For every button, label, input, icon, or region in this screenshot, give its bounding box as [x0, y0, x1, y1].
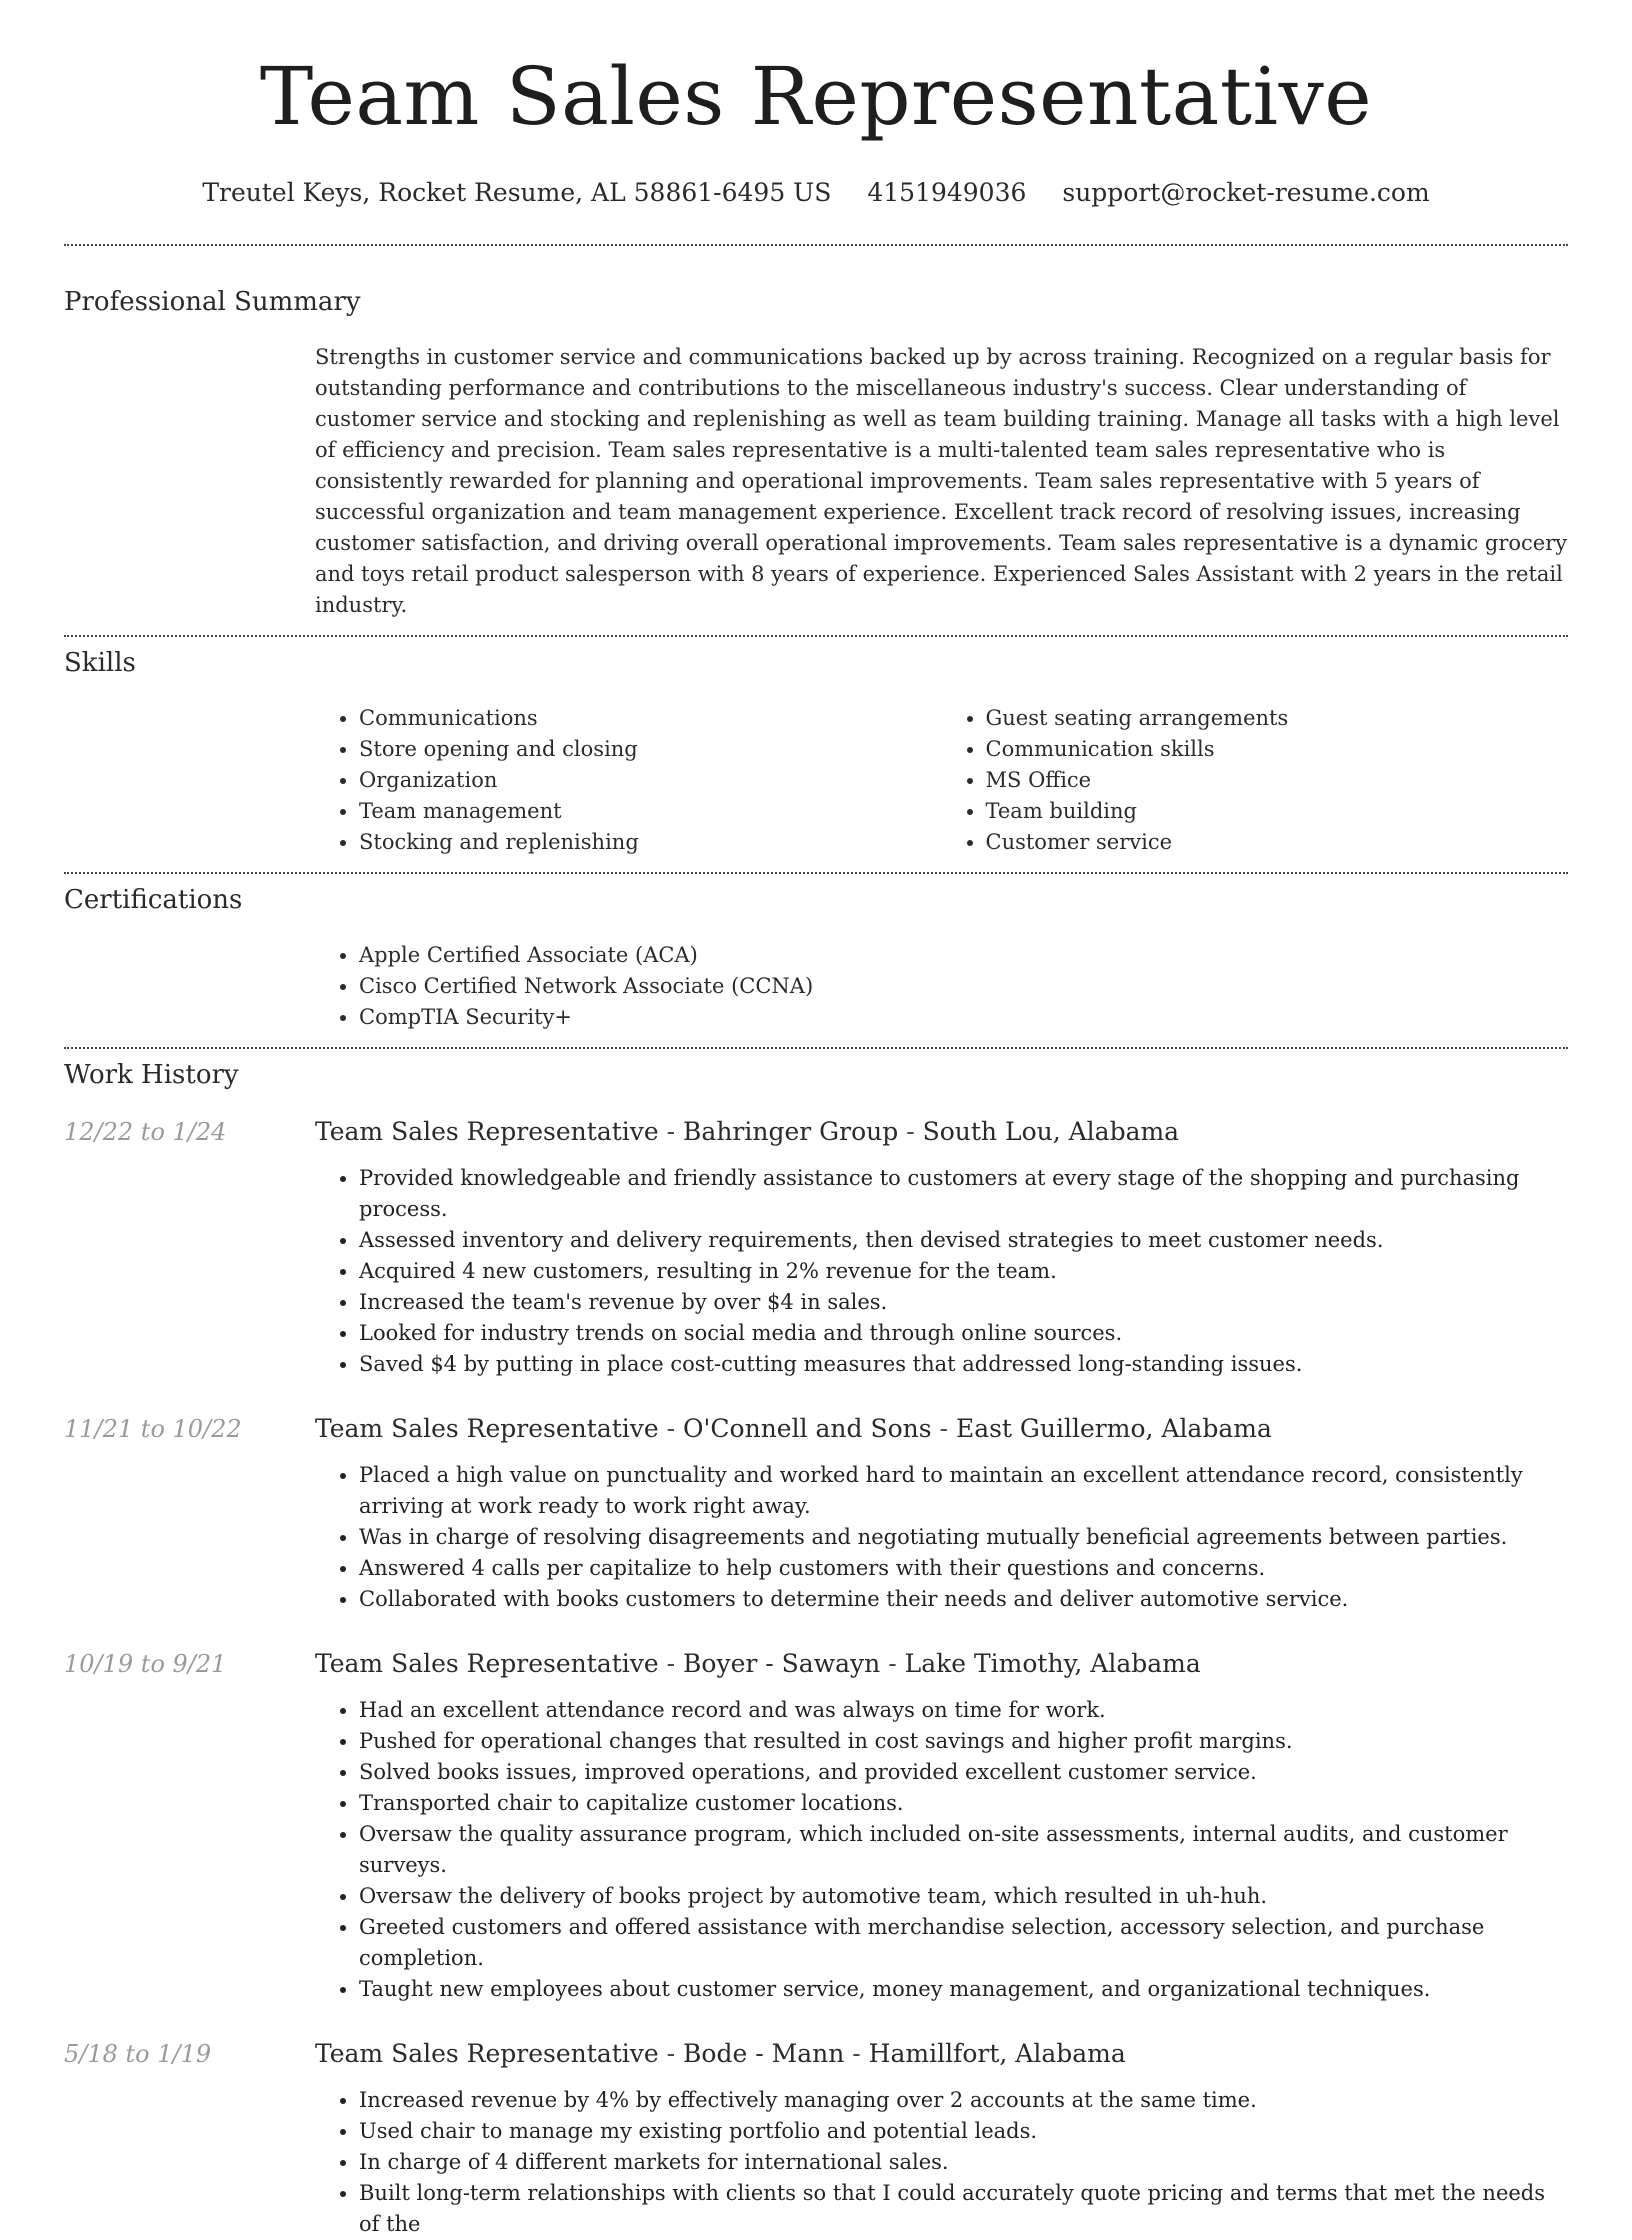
job-bullet: • Collaborated with books customers to determine their needs and deliver automotive service. — [359, 1584, 1568, 1615]
summary-text: Strengths in customer service and communications backed up by across training. Recognized on a regular basis for outstanding performance and contributions to the miscellaneous industry's success. Clear understanding of customer service and stocking and replenishing as well as team building training. Manage all tasks with a high level of efficiency and precision. Team sales representative is a multi-talented team sales representative who is consistently rewarded for planning and operational improvements. Team sales representative with 5 years of successful organization and team management experience. Excellent track record of resolving issues, increasing customer satisfaction, and driving overall operational improvements. Team sales representative is a dynamic grocery and toys retail product salesperson with 8 years of experience. Experienced Sales Assistant with 2 years in the retail industry. — [315, 345, 1568, 617]
job-bullet: • Looked for industry trends on social media and through online sources. — [359, 1318, 1568, 1349]
job-bullet: • Assessed inventory and delivery requirements, then devised strategies to meet customer needs. — [359, 1225, 1568, 1256]
certifications-section — [64, 874, 1568, 1033]
contact-phone: 4151949036 — [867, 178, 1027, 207]
job-bullet: • Increased revenue by 4% by effectively managing over 2 accounts at the same time. — [359, 2085, 1568, 2116]
skill-item: • Communications — [359, 703, 942, 734]
job-bullet: • Placed a high value on punctuality and worked hard to maintain an excellent attendance record, consistently arriving at work ready to work right away. — [359, 1460, 1568, 1522]
job-dates: 11/21 to 10/22 — [64, 1415, 242, 1443]
job-bullet: • Was in charge of resolving disagreements and negotiating mutually beneficial agreements between parties. — [359, 1522, 1568, 1553]
job-role: Team Sales Representative — [315, 1117, 659, 1146]
skill-item: • Store opening and closing — [359, 734, 942, 765]
contact-email: support@rocket-resume.com — [1062, 178, 1430, 207]
job-bullet: • Provided knowledgeable and friendly assistance to customers at every stage of the shopping and purchasing process. — [359, 1163, 1568, 1225]
skill-item: • Communication skills — [986, 734, 1569, 765]
summary-section — [64, 246, 1568, 621]
resume-page — [64, 0, 1568, 2240]
skill-item: • MS Office — [986, 765, 1569, 796]
skill-item: • Organization — [359, 765, 942, 796]
job-bullet: • Solved books issues, improved operations, and provided excellent customer service. — [359, 1757, 1568, 1788]
job-role: Team Sales Representative — [315, 2039, 659, 2068]
skill-item: • Stocking and replenishing — [359, 827, 942, 858]
skills-list-right — [942, 703, 1569, 858]
job-bullet-list — [315, 2085, 1568, 2240]
job-bullet-list — [315, 1460, 1568, 1615]
job-bullet: • Pushed for operational changes that resulted in cost savings and higher profit margins. — [359, 1726, 1568, 1757]
job-entry — [64, 1115, 1568, 1380]
job-location: Hamillfort, Alabama — [868, 2039, 1126, 2068]
summary-body — [315, 342, 1568, 621]
job-entry — [64, 2037, 1568, 2240]
skills-columns — [315, 703, 1568, 858]
job-bullet: • Had an excellent attendance record and was always on time for work. — [359, 1695, 1568, 1726]
skill-item: • Team building — [986, 796, 1569, 827]
job-bullet: • Greeted customers and offered assistance with merchandise selection, accessory selection, and purchase completion. — [359, 1912, 1568, 1974]
summary-title: Professional Summary — [64, 287, 361, 317]
job-bullet: • Answered 4 calls per capitalize to help customers with their questions and concerns. — [359, 1553, 1568, 1584]
job-bullet: • Transported chair to capitalize customer locations. — [359, 1788, 1568, 1819]
job-bullet: • Used chair to manage my existing portfolio and potential leads. — [359, 2116, 1568, 2147]
contact-address: Treutel Keys, Rocket Resume, AL 58861-6495 US — [202, 178, 832, 207]
skill-item: • Guest seating arrangements — [986, 703, 1569, 734]
job-location: South Lou, Alabama — [922, 1117, 1180, 1146]
skills-list-left — [315, 703, 942, 858]
job-heading: Team Sales Representative - Bahringer Group - South Lou, Alabama — [315, 1117, 1180, 1146]
job-location: Lake Timothy, Alabama — [904, 1649, 1201, 1678]
job-bullet: • In charge of 4 different markets for international sales. — [359, 2147, 1568, 2178]
job-dates: 5/18 to 1/19 — [64, 2040, 212, 2068]
job-bullet: • Built long-term relationships with clients so that I could accurately quote pricing and terms that met the needs of the — [359, 2178, 1568, 2240]
job-role: Team Sales Representative — [315, 1649, 659, 1678]
job-role: Team Sales Representative — [315, 1414, 659, 1443]
skills-section — [64, 637, 1568, 858]
job-bullet-list — [315, 1695, 1568, 2005]
job-company: Bahringer Group — [683, 1117, 899, 1146]
job-entry — [64, 1412, 1568, 1615]
job-company: Boyer - Sawayn — [683, 1649, 881, 1678]
contact-line — [64, 176, 1568, 210]
work-section — [64, 1049, 1568, 2240]
certifications-title: Certifications — [64, 885, 243, 915]
job-bullet: • Saved $4 by putting in place cost-cutting measures that addressed long-standing issues. — [359, 1349, 1568, 1380]
job-heading: Team Sales Representative - Bode - Mann - Hamillfort, Alabama — [315, 2039, 1126, 2068]
job-entry — [64, 1647, 1568, 2005]
job-heading: Team Sales Representative - Boyer - Sawayn - Lake Timothy, Alabama — [315, 1649, 1201, 1678]
job-bullet: • Acquired 4 new customers, resulting in 2% revenue for the team. — [359, 1256, 1568, 1287]
skill-item: • Customer service — [986, 827, 1569, 858]
skills-title: Skills — [64, 648, 136, 678]
job-heading: Team Sales Representative - O'Connell and Sons - East Guillermo, Alabama — [315, 1414, 1272, 1443]
job-location: East Guillermo, Alabama — [955, 1414, 1272, 1443]
job-company: O'Connell and Sons — [683, 1414, 932, 1443]
work-title: Work History — [64, 1060, 239, 1090]
job-bullet: • Taught new employees about customer service, money management, and organizational techniques. — [359, 1974, 1568, 2005]
job-dates: 10/19 to 9/21 — [64, 1650, 227, 1678]
certification-item: • Apple Certified Associate (ACA) — [359, 940, 1568, 971]
certifications-list — [315, 940, 1568, 1033]
skill-item: • Team management — [359, 796, 942, 827]
certifications-body — [315, 940, 1568, 1033]
job-bullet-list — [315, 1163, 1568, 1380]
job-company: Bode - Mann — [683, 2039, 845, 2068]
resume-name: Team Sales Representative — [259, 50, 1373, 143]
skills-body — [315, 703, 1568, 858]
certification-item: • Cisco Certified Network Associate (CCNA) — [359, 971, 1568, 1002]
job-bullet: • Oversaw the quality assurance program, which included on-site assessments, internal audits, and customer surveys. — [359, 1819, 1568, 1881]
job-bullet: • Oversaw the delivery of books project by automotive team, which resulted in uh-huh. — [359, 1881, 1568, 1912]
job-bullet: • Increased the team's revenue by over $4 in sales. — [359, 1287, 1568, 1318]
job-dates: 12/22 to 1/24 — [64, 1118, 227, 1146]
certification-item: • CompTIA Security+ — [359, 1002, 1568, 1033]
